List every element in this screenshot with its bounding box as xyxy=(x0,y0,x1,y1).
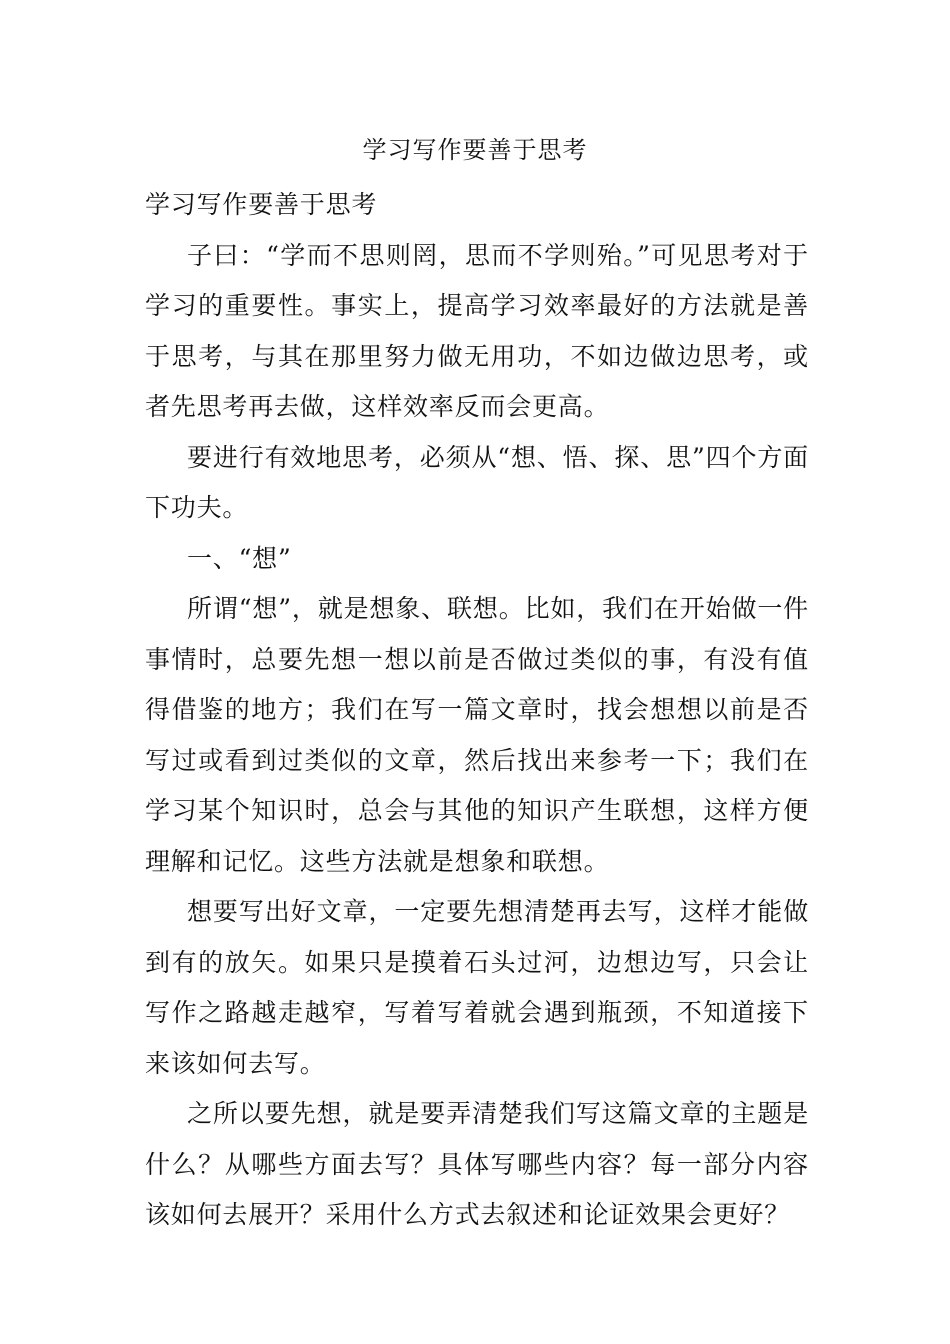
paragraph-5: 之所以要先想，就是要弄清楚我们写这篇文章的主题是什么？从哪些方面去写？具体写哪些内容？每一部分内容该如何去展开？采用什么方式去叙述和论证效果会更好？ xyxy=(145,1099,809,1229)
paragraph-2: 要进行有效地思考，必须从“想、悟、探、思”四个方面下功夫。 xyxy=(145,442,809,522)
document-body xyxy=(145,180,809,1241)
document-subtitle: 学习写作要善于思考 xyxy=(145,190,378,219)
section-heading-xiang: 一、“想” xyxy=(187,543,292,573)
document-title: 学习写作要善于思考 xyxy=(362,136,588,164)
paragraph-3: 所谓“想”，就是想象、联想。比如，我们在开始做一件事情时，总要先想一想以前是否做过类似的事，有没有值得借鉴的地方；我们在写一篇文章时，找会想想以前是否写过或看到过类似的文章，然后找出来参考一下；我们在学习某个知识时，总会与其他的知识产生联想，这样方便理解和记忆。这些方法就是想象和联想。 xyxy=(145,594,809,876)
paragraph-1: 子曰：“学而不思则罔，思而不学则殆。”可见思考对于学习的重要性。事实上，提高学习效率最好的方法就是善于思考，与其在那里努力做无用功，不如边做边思考，或者先思考再去做，这样效率反而会更高。 xyxy=(145,240,809,421)
paragraph-4: 想要写出好文章，一定要先想清楚再去写，这样才能做到有的放矢。如果只是摸着石头过河，边想边写，只会让写作之路越走越窄，写着写着就会遇到瓶颈，不知道接下来该如何去写。 xyxy=(145,897,809,1078)
